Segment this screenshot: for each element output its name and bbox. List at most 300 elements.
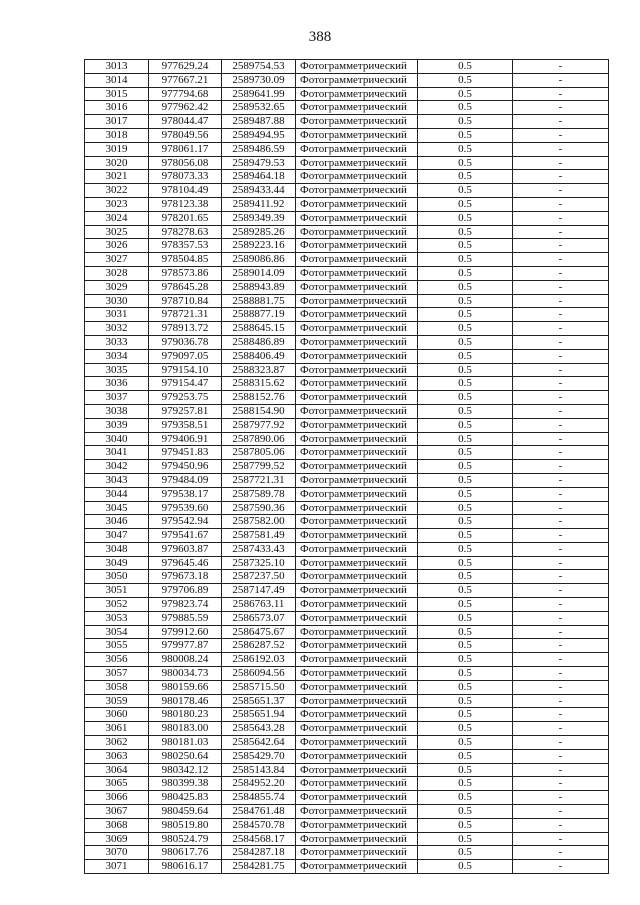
x-coordinate-cell: 979823.74 [149,598,222,612]
method-cell: Фотограмметрический [296,722,418,736]
table-row [85,349,609,363]
note-cell: - [513,404,609,418]
y-coordinate-cell: 2585651.37 [222,694,296,708]
y-coordinate-cell: 2588323.87 [222,363,296,377]
point-number-cell: 3019 [85,142,149,156]
x-coordinate-cell: 979542.94 [149,515,222,529]
table-row [85,266,609,280]
note-cell: - [513,87,609,101]
point-number-cell: 3021 [85,170,149,184]
method-cell: Фотограмметрический [296,487,418,501]
method-cell: Фотограмметрический [296,391,418,405]
point-number-cell: 3029 [85,280,149,294]
x-coordinate-cell: 979257.81 [149,404,222,418]
note-cell: - [513,239,609,253]
point-number-cell: 3023 [85,197,149,211]
method-cell: Фотограмметрический [296,294,418,308]
x-coordinate-cell: 980180.23 [149,708,222,722]
accuracy-cell: 0.5 [418,184,513,198]
x-coordinate-cell: 977629.24 [149,60,222,74]
table-row [85,515,609,529]
method-cell: Фотограмметрический [296,184,418,198]
method-cell: Фотограмметрический [296,791,418,805]
table-row [85,846,609,860]
y-coordinate-cell: 2585715.50 [222,680,296,694]
note-cell: - [513,860,609,874]
y-coordinate-cell: 2584952.20 [222,777,296,791]
method-cell: Фотограмметрический [296,529,418,543]
point-number-cell: 3037 [85,391,149,405]
point-number-cell: 3042 [85,460,149,474]
method-cell: Фотограмметрический [296,598,418,612]
accuracy-cell: 0.5 [418,253,513,267]
x-coordinate-cell: 978710.84 [149,294,222,308]
accuracy-cell: 0.5 [418,432,513,446]
x-coordinate-cell: 978278.63 [149,225,222,239]
note-cell: - [513,391,609,405]
note-cell: - [513,446,609,460]
accuracy-cell: 0.5 [418,722,513,736]
method-cell: Фотограмметрический [296,777,418,791]
point-number-cell: 3032 [85,322,149,336]
x-coordinate-cell: 978061.17 [149,142,222,156]
note-cell: - [513,680,609,694]
note-cell: - [513,529,609,543]
point-number-cell: 3022 [85,184,149,198]
table-row [85,763,609,777]
method-cell: Фотограмметрический [296,680,418,694]
point-number-cell: 3061 [85,722,149,736]
note-cell: - [513,432,609,446]
coordinates-table [84,59,609,874]
point-number-cell: 3028 [85,266,149,280]
note-cell: - [513,667,609,681]
point-number-cell: 3033 [85,335,149,349]
table-row [85,570,609,584]
accuracy-cell: 0.5 [418,294,513,308]
y-coordinate-cell: 2589754.53 [222,60,296,74]
accuracy-cell: 0.5 [418,322,513,336]
accuracy-cell: 0.5 [418,239,513,253]
method-cell: Фотограмметрический [296,860,418,874]
method-cell: Фотограмметрический [296,404,418,418]
table-row [85,60,609,74]
y-coordinate-cell: 2584568.17 [222,832,296,846]
note-cell: - [513,73,609,87]
table-row [85,708,609,722]
note-cell: - [513,515,609,529]
y-coordinate-cell: 2586763.11 [222,598,296,612]
note-cell: - [513,556,609,570]
y-coordinate-cell: 2588645.15 [222,322,296,336]
x-coordinate-cell: 979538.17 [149,487,222,501]
point-number-cell: 3054 [85,625,149,639]
table-row [85,625,609,639]
method-cell: Фотограмметрический [296,446,418,460]
y-coordinate-cell: 2588152.76 [222,391,296,405]
accuracy-cell: 0.5 [418,211,513,225]
accuracy-cell: 0.5 [418,791,513,805]
y-coordinate-cell: 2585429.70 [222,749,296,763]
method-cell: Фотограмметрический [296,460,418,474]
note-cell: - [513,846,609,860]
method-cell: Фотограмметрический [296,170,418,184]
accuracy-cell: 0.5 [418,708,513,722]
y-coordinate-cell: 2584761.48 [222,805,296,819]
y-coordinate-cell: 2585143.84 [222,763,296,777]
point-number-cell: 3064 [85,763,149,777]
note-cell: - [513,101,609,115]
method-cell: Фотограмметрический [296,101,418,115]
point-number-cell: 3060 [85,708,149,722]
method-cell: Фотограмметрический [296,749,418,763]
x-coordinate-cell: 978073.33 [149,170,222,184]
x-coordinate-cell: 979673.18 [149,570,222,584]
accuracy-cell: 0.5 [418,805,513,819]
x-coordinate-cell: 979977.87 [149,639,222,653]
y-coordinate-cell: 2586192.03 [222,653,296,667]
method-cell: Фотограмметрический [296,128,418,142]
point-number-cell: 3057 [85,667,149,681]
x-coordinate-cell: 980617.76 [149,846,222,860]
x-coordinate-cell: 978123.38 [149,197,222,211]
point-number-cell: 3013 [85,60,149,74]
method-cell: Фотограмметрический [296,805,418,819]
accuracy-cell: 0.5 [418,846,513,860]
note-cell: - [513,818,609,832]
y-coordinate-cell: 2589086.86 [222,253,296,267]
point-number-cell: 3065 [85,777,149,791]
x-coordinate-cell: 979097.05 [149,349,222,363]
accuracy-cell: 0.5 [418,363,513,377]
table-row [85,722,609,736]
y-coordinate-cell: 2589411.92 [222,197,296,211]
point-number-cell: 3016 [85,101,149,115]
y-coordinate-cell: 2587977.92 [222,418,296,432]
accuracy-cell: 0.5 [418,87,513,101]
x-coordinate-cell: 979358.51 [149,418,222,432]
x-coordinate-cell: 978573.86 [149,266,222,280]
note-cell: - [513,749,609,763]
x-coordinate-cell: 980250.64 [149,749,222,763]
y-coordinate-cell: 2589349.39 [222,211,296,225]
x-coordinate-cell: 980034.73 [149,667,222,681]
point-number-cell: 3038 [85,404,149,418]
method-cell: Фотограмметрический [296,142,418,156]
accuracy-cell: 0.5 [418,653,513,667]
point-number-cell: 3040 [85,432,149,446]
y-coordinate-cell: 2589730.09 [222,73,296,87]
x-coordinate-cell: 980183.00 [149,722,222,736]
accuracy-cell: 0.5 [418,266,513,280]
accuracy-cell: 0.5 [418,115,513,129]
y-coordinate-cell: 2589532.65 [222,101,296,115]
x-coordinate-cell: 979154.10 [149,363,222,377]
x-coordinate-cell: 979603.87 [149,542,222,556]
note-cell: - [513,294,609,308]
x-coordinate-cell: 979253.75 [149,391,222,405]
y-coordinate-cell: 2589641.99 [222,87,296,101]
method-cell: Фотограмметрический [296,763,418,777]
table-row [85,156,609,170]
x-coordinate-cell: 980425.83 [149,791,222,805]
x-coordinate-cell: 978645.28 [149,280,222,294]
accuracy-cell: 0.5 [418,501,513,515]
table-row [85,805,609,819]
y-coordinate-cell: 2585643.28 [222,722,296,736]
x-coordinate-cell: 980178.46 [149,694,222,708]
x-coordinate-cell: 978049.56 [149,128,222,142]
method-cell: Фотограмметрический [296,501,418,515]
accuracy-cell: 0.5 [418,391,513,405]
note-cell: - [513,460,609,474]
method-cell: Фотограмметрический [296,73,418,87]
y-coordinate-cell: 2589464.18 [222,170,296,184]
x-coordinate-cell: 979406.91 [149,432,222,446]
table-row [85,335,609,349]
method-cell: Фотограмметрический [296,542,418,556]
table-row [85,225,609,239]
x-coordinate-cell: 978913.72 [149,322,222,336]
table-row [85,487,609,501]
y-coordinate-cell: 2589223.16 [222,239,296,253]
accuracy-cell: 0.5 [418,598,513,612]
y-coordinate-cell: 2584281.75 [222,860,296,874]
x-coordinate-cell: 980524.79 [149,832,222,846]
point-number-cell: 3055 [85,639,149,653]
point-number-cell: 3035 [85,363,149,377]
x-coordinate-cell: 979541.67 [149,529,222,543]
method-cell: Фотограмметрический [296,225,418,239]
accuracy-cell: 0.5 [418,832,513,846]
note-cell: - [513,722,609,736]
table-row [85,253,609,267]
accuracy-cell: 0.5 [418,625,513,639]
accuracy-cell: 0.5 [418,156,513,170]
point-number-cell: 3018 [85,128,149,142]
method-cell: Фотограмметрический [296,515,418,529]
y-coordinate-cell: 2587799.52 [222,460,296,474]
table-row [85,542,609,556]
note-cell: - [513,363,609,377]
accuracy-cell: 0.5 [418,667,513,681]
table-row [85,653,609,667]
accuracy-cell: 0.5 [418,556,513,570]
y-coordinate-cell: 2586475.67 [222,625,296,639]
x-coordinate-cell: 978056.08 [149,156,222,170]
y-coordinate-cell: 2584570.78 [222,818,296,832]
note-cell: - [513,487,609,501]
table-row [85,101,609,115]
point-number-cell: 3039 [85,418,149,432]
method-cell: Фотограмметрический [296,625,418,639]
table-row [85,239,609,253]
accuracy-cell: 0.5 [418,860,513,874]
y-coordinate-cell: 2587325.10 [222,556,296,570]
method-cell: Фотограмметрический [296,239,418,253]
y-coordinate-cell: 2588406.49 [222,349,296,363]
note-cell: - [513,197,609,211]
point-number-cell: 3034 [85,349,149,363]
table-row [85,529,609,543]
x-coordinate-cell: 980519.80 [149,818,222,832]
method-cell: Фотограмметрический [296,432,418,446]
note-cell: - [513,570,609,584]
note-cell: - [513,335,609,349]
point-number-cell: 3015 [85,87,149,101]
table-row [85,211,609,225]
point-number-cell: 3067 [85,805,149,819]
table-row [85,308,609,322]
table-row [85,791,609,805]
x-coordinate-cell: 979036.78 [149,335,222,349]
y-coordinate-cell: 2587582.00 [222,515,296,529]
method-cell: Фотограмметрический [296,266,418,280]
method-cell: Фотограмметрический [296,280,418,294]
point-number-cell: 3059 [85,694,149,708]
note-cell: - [513,322,609,336]
accuracy-cell: 0.5 [418,418,513,432]
method-cell: Фотограмметрический [296,87,418,101]
point-number-cell: 3024 [85,211,149,225]
y-coordinate-cell: 2587433.43 [222,542,296,556]
x-coordinate-cell: 979885.59 [149,611,222,625]
accuracy-cell: 0.5 [418,128,513,142]
note-cell: - [513,501,609,515]
y-coordinate-cell: 2588486.89 [222,335,296,349]
x-coordinate-cell: 979154.47 [149,377,222,391]
method-cell: Фотограмметрический [296,322,418,336]
table-row [85,115,609,129]
point-number-cell: 3020 [85,156,149,170]
x-coordinate-cell: 979706.89 [149,584,222,598]
accuracy-cell: 0.5 [418,460,513,474]
table-row [85,280,609,294]
point-number-cell: 3069 [85,832,149,846]
point-number-cell: 3051 [85,584,149,598]
table-row [85,377,609,391]
note-cell: - [513,280,609,294]
y-coordinate-cell: 2587890.06 [222,432,296,446]
note-cell: - [513,142,609,156]
note-cell: - [513,156,609,170]
table-row [85,667,609,681]
point-number-cell: 3062 [85,736,149,750]
table-row [85,501,609,515]
table-row [85,294,609,308]
table-row [85,832,609,846]
x-coordinate-cell: 980342.12 [149,763,222,777]
method-cell: Фотограмметрический [296,570,418,584]
x-coordinate-cell: 979484.09 [149,473,222,487]
note-cell: - [513,170,609,184]
x-coordinate-cell: 978104.49 [149,184,222,198]
x-coordinate-cell: 977794.68 [149,87,222,101]
note-cell: - [513,542,609,556]
x-coordinate-cell: 980399.38 [149,777,222,791]
method-cell: Фотограмметрический [296,377,418,391]
note-cell: - [513,349,609,363]
table-row [85,777,609,791]
y-coordinate-cell: 2584287.18 [222,846,296,860]
accuracy-cell: 0.5 [418,446,513,460]
table-row [85,87,609,101]
y-coordinate-cell: 2587590.36 [222,501,296,515]
note-cell: - [513,308,609,322]
note-cell: - [513,377,609,391]
point-number-cell: 3049 [85,556,149,570]
note-cell: - [513,736,609,750]
accuracy-cell: 0.5 [418,349,513,363]
x-coordinate-cell: 978504.85 [149,253,222,267]
method-cell: Фотограмметрический [296,832,418,846]
note-cell: - [513,653,609,667]
accuracy-cell: 0.5 [418,529,513,543]
x-coordinate-cell: 979451.83 [149,446,222,460]
point-number-cell: 3070 [85,846,149,860]
x-coordinate-cell: 980159.66 [149,680,222,694]
page-number: 388 [308,29,332,45]
y-coordinate-cell: 2586573.07 [222,611,296,625]
note-cell: - [513,639,609,653]
method-cell: Фотограмметрический [296,335,418,349]
x-coordinate-cell: 978357.53 [149,239,222,253]
point-number-cell: 3068 [85,818,149,832]
note-cell: - [513,184,609,198]
y-coordinate-cell: 2587237.50 [222,570,296,584]
method-cell: Фотограмметрический [296,156,418,170]
y-coordinate-cell: 2589479.53 [222,156,296,170]
x-coordinate-cell: 979912.60 [149,625,222,639]
accuracy-cell: 0.5 [418,308,513,322]
method-cell: Фотограмметрический [296,197,418,211]
table-row [85,680,609,694]
point-number-cell: 3027 [85,253,149,267]
method-cell: Фотограмметрический [296,667,418,681]
table-row [85,142,609,156]
y-coordinate-cell: 2585642.64 [222,736,296,750]
y-coordinate-cell: 2588877.19 [222,308,296,322]
note-cell: - [513,625,609,639]
accuracy-cell: 0.5 [418,404,513,418]
accuracy-cell: 0.5 [418,570,513,584]
accuracy-cell: 0.5 [418,335,513,349]
point-number-cell: 3071 [85,860,149,874]
point-number-cell: 3041 [85,446,149,460]
point-number-cell: 3026 [85,239,149,253]
note-cell: - [513,225,609,239]
note-cell: - [513,611,609,625]
note-cell: - [513,708,609,722]
x-coordinate-cell: 978721.31 [149,308,222,322]
accuracy-cell: 0.5 [418,473,513,487]
point-number-cell: 3047 [85,529,149,543]
note-cell: - [513,598,609,612]
point-number-cell: 3036 [85,377,149,391]
table-row [85,404,609,418]
x-coordinate-cell: 980616.17 [149,860,222,874]
accuracy-cell: 0.5 [418,680,513,694]
note-cell: - [513,763,609,777]
x-coordinate-cell: 980181.03 [149,736,222,750]
y-coordinate-cell: 2584855.74 [222,791,296,805]
point-number-cell: 3046 [85,515,149,529]
accuracy-cell: 0.5 [418,225,513,239]
table-row [85,736,609,750]
accuracy-cell: 0.5 [418,763,513,777]
accuracy-cell: 0.5 [418,377,513,391]
x-coordinate-cell: 978044.47 [149,115,222,129]
